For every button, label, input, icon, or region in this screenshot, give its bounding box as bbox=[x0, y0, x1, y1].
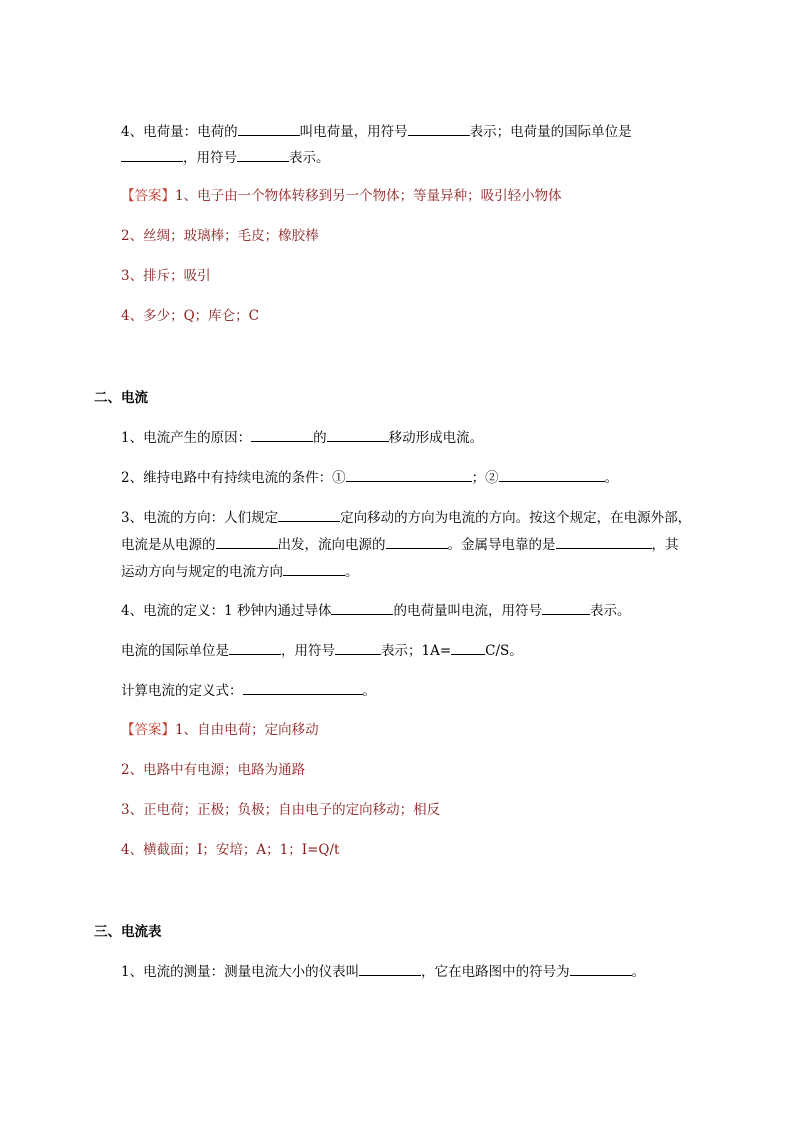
answer-line: 2、电路中有电源；电路为通路 bbox=[121, 762, 306, 778]
blank bbox=[556, 534, 652, 549]
blank bbox=[451, 640, 485, 655]
blank bbox=[408, 121, 470, 136]
blank bbox=[570, 961, 632, 976]
blank bbox=[335, 640, 381, 655]
question-line bbox=[121, 427, 483, 448]
text: 定向移动的方向为电流的方向。按这个规定，在电源外部， bbox=[340, 510, 692, 526]
section-heading: 二、电流 bbox=[94, 390, 148, 406]
text: 2、维持电路中有持续电流的条件：① bbox=[121, 470, 346, 486]
blank bbox=[121, 147, 183, 162]
text: 计算电流的定义式： bbox=[121, 683, 243, 699]
question-line bbox=[121, 507, 691, 528]
text: ，其 bbox=[651, 537, 679, 553]
text: ，用符号 bbox=[183, 150, 237, 166]
blank bbox=[542, 600, 590, 615]
answer-text: 1、电子由一个物体转移到另一个物体；等量异种；吸引轻小物体 bbox=[175, 188, 562, 204]
text: 1、电流的测量：测量电流大小的仪表叫 bbox=[121, 964, 360, 980]
text: 。 bbox=[631, 964, 646, 980]
text: 。 bbox=[362, 683, 376, 699]
answer-line bbox=[121, 720, 319, 740]
answer-text: 1、自由电荷；定向移动 bbox=[175, 722, 319, 738]
question-line bbox=[121, 680, 376, 701]
text: 。 bbox=[345, 564, 359, 580]
blank bbox=[229, 640, 281, 655]
text: 4、电荷量：电荷的 bbox=[121, 124, 238, 140]
question-line bbox=[121, 467, 618, 488]
answer-line: 4、横截面；I；安培；A；1；I=Q/t bbox=[121, 842, 340, 858]
question-line bbox=[121, 640, 523, 661]
blank bbox=[331, 600, 393, 615]
text: 出发，流向电源的 bbox=[277, 537, 386, 553]
blank bbox=[251, 427, 313, 442]
section-heading: 三、电流表 bbox=[94, 924, 162, 940]
text: ，用符号 bbox=[281, 643, 335, 659]
question-line bbox=[121, 961, 645, 982]
text: 1、电流产生的原因： bbox=[121, 430, 252, 446]
text: C/S。 bbox=[485, 643, 523, 659]
answer-line: 3、正电荷；正极；负极；自由电子的定向移动；相反 bbox=[121, 802, 441, 818]
text: 4、电流的定义：1 秒钟内通过导体 bbox=[121, 603, 332, 619]
blank bbox=[359, 961, 421, 976]
blank bbox=[346, 467, 472, 482]
text: ，它在电路图中的符号为 bbox=[421, 964, 570, 980]
answer-line bbox=[121, 186, 562, 206]
text: 电流是从电源的 bbox=[121, 537, 216, 553]
charge-question-line1 bbox=[121, 121, 632, 142]
blank bbox=[216, 534, 278, 549]
text: 运动方向与规定的电流方向 bbox=[121, 564, 283, 580]
blank bbox=[237, 147, 289, 162]
answer-line: 3、排斥；吸引 bbox=[121, 268, 211, 284]
answer-tag: 【答案】 bbox=[121, 722, 175, 738]
blank bbox=[243, 680, 363, 695]
blank bbox=[283, 561, 345, 576]
answer-line: 2、丝绸；玻璃棒；毛皮；橡胶棒 bbox=[121, 228, 319, 244]
question-line bbox=[121, 600, 630, 621]
text: 电流的国际单位是 bbox=[121, 643, 229, 659]
text: 表示。 bbox=[289, 150, 330, 166]
text: 的 bbox=[313, 430, 327, 446]
blank bbox=[499, 467, 605, 482]
text: 移动形成电流。 bbox=[388, 430, 484, 446]
text: ；② bbox=[471, 470, 499, 486]
charge-question-line2 bbox=[121, 147, 330, 168]
text: 。金属导电靠的是 bbox=[447, 537, 556, 553]
blank bbox=[386, 534, 448, 549]
text: 表示。 bbox=[589, 603, 631, 619]
answer-tag: 【答案】 bbox=[121, 188, 175, 204]
answer-line: 4、多少；Q；库仑；C bbox=[121, 308, 259, 324]
blank bbox=[238, 121, 300, 136]
text: 表示；电荷量的国际单位是 bbox=[469, 124, 632, 140]
question-line bbox=[121, 561, 359, 582]
blank bbox=[278, 507, 340, 522]
text: 3、电流的方向：人们规定 bbox=[121, 510, 279, 526]
blank bbox=[327, 427, 389, 442]
text: 叫电荷量，用符号 bbox=[299, 124, 408, 140]
text: 的电荷量叫电流，用符号 bbox=[393, 603, 542, 619]
text: 。 bbox=[604, 470, 619, 486]
question-line bbox=[121, 534, 679, 555]
text: 表示；1A= bbox=[381, 643, 452, 659]
